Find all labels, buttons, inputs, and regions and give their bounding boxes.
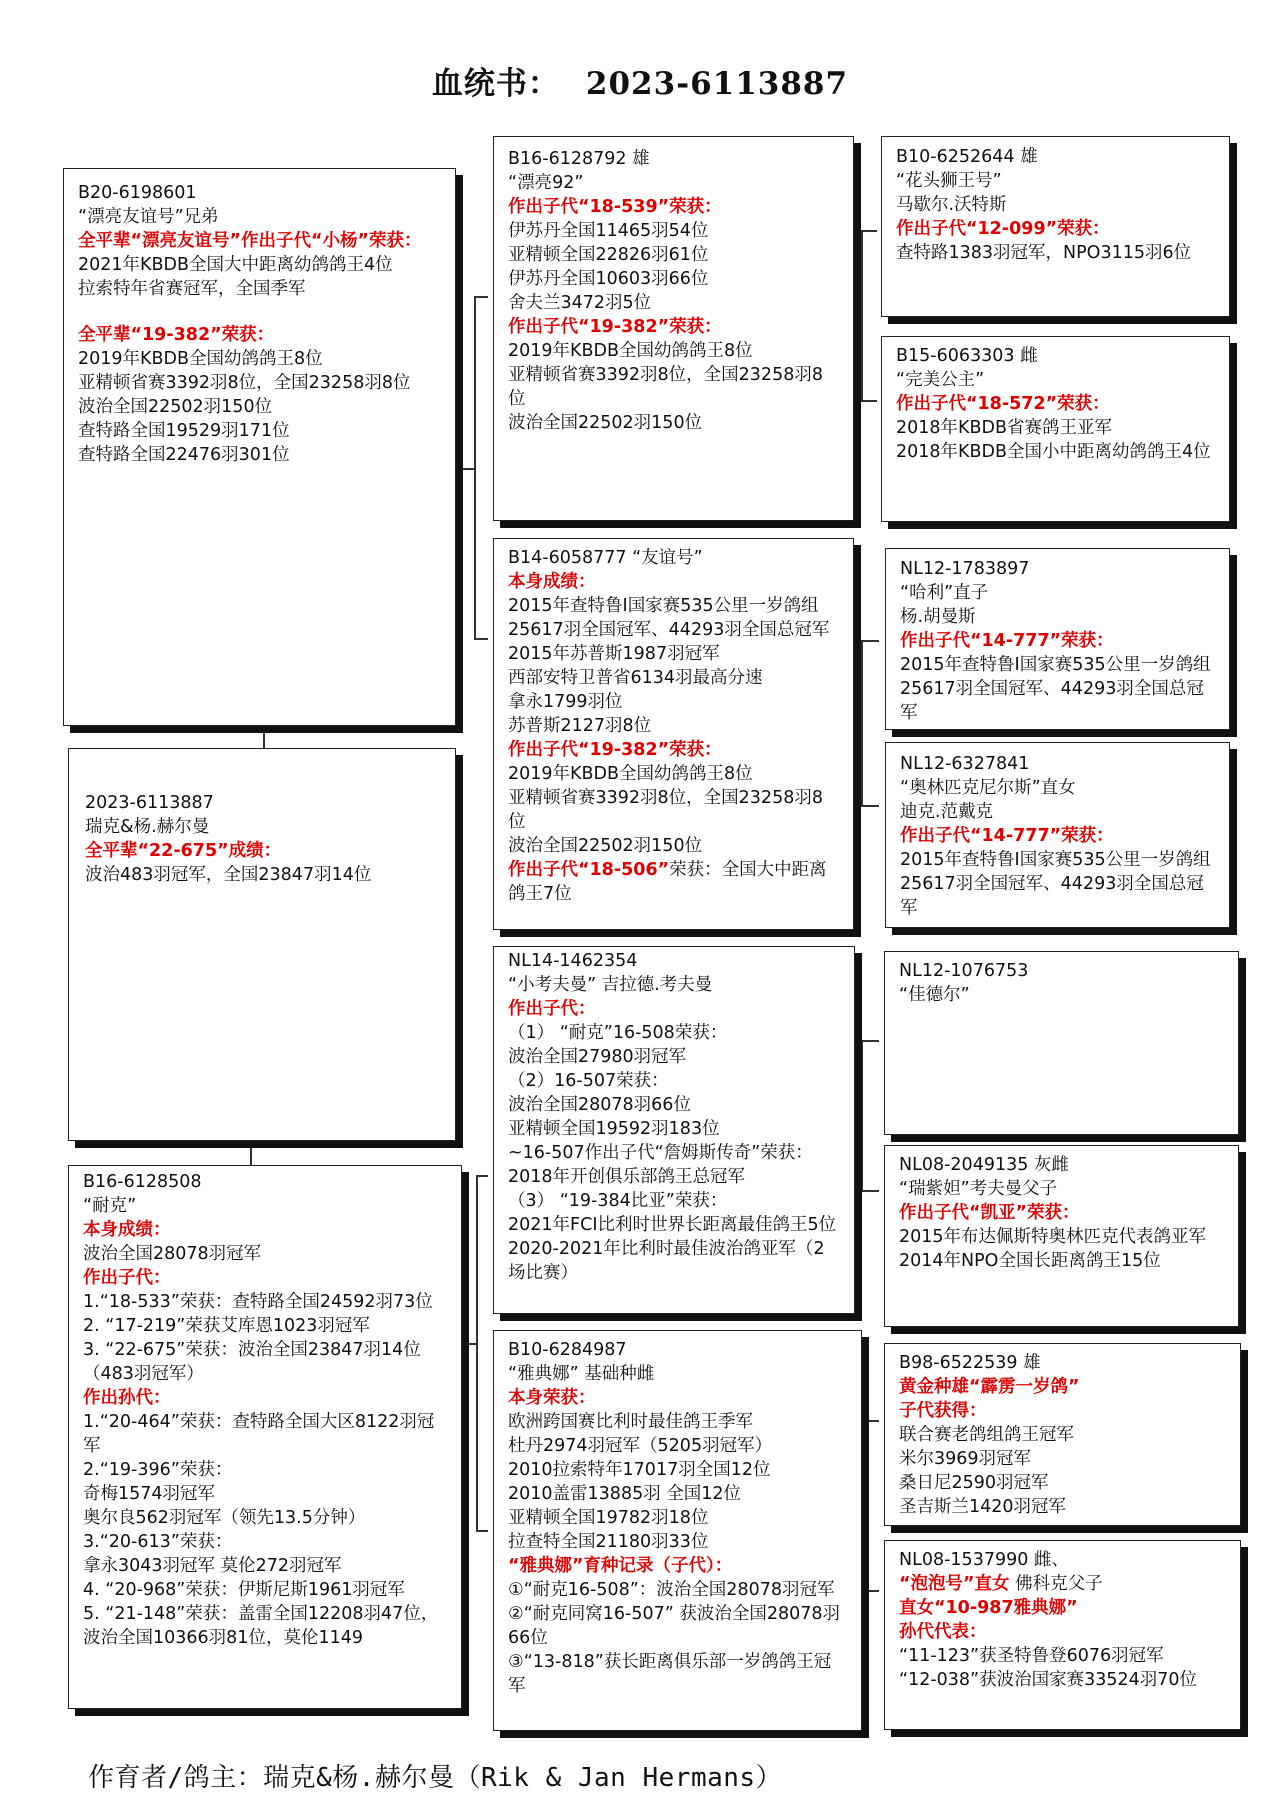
text-line: [508, 147, 839, 171]
line-text: 2019年KBDB全国幼鸽鸽王8位: [508, 764, 753, 784]
line-text: 2023-6113887: [85, 793, 214, 813]
page-title: [0, 58, 1280, 103]
sire-sire-box: [493, 136, 854, 521]
highlight-line: [896, 217, 1215, 241]
text-line: [83, 1578, 447, 1602]
line-text: 亚精顿全国19782羽18位: [508, 1508, 709, 1528]
line-text: B20-6198601: [78, 183, 197, 203]
line-text: 桑日尼2590羽冠军: [899, 1473, 1049, 1493]
sire-sire-sire-box: [881, 136, 1230, 317]
highlight-line: [508, 570, 839, 594]
text-line: [508, 1213, 840, 1237]
line-text: 1.“20-464”荣获：查特路全国大区8122羽冠军: [83, 1412, 435, 1456]
text-line: [899, 1668, 1226, 1692]
line-text: 奇梅1574羽冠军: [83, 1484, 216, 1504]
line-text: “佳德尔”: [899, 985, 970, 1005]
text-line: [900, 557, 1215, 581]
connector: [263, 726, 265, 748]
line-text: 2010盖雷13885羽 全国12位: [508, 1484, 742, 1504]
line-text: 亚精顿省赛3392羽8位，全国23258羽8位: [508, 788, 823, 832]
text-line: [85, 815, 441, 839]
line-text: 伊苏丹全国11465羽54位: [508, 221, 709, 241]
connector: [476, 1530, 488, 1532]
text-line: [508, 642, 839, 666]
text-line: [896, 416, 1215, 440]
line-text: B16-6128508: [83, 1172, 202, 1192]
text-line: [896, 169, 1215, 193]
line-text: 荣获：全国大中距离鸽王7位: [508, 860, 827, 904]
line-text: 波治483羽冠军，全国23847羽14位: [85, 865, 372, 885]
line-text: 查特路全国19529羽171位: [78, 421, 290, 441]
highlight-text: 全平辈“漂亮友谊号”作出子代“小杨”荣获：: [78, 231, 422, 251]
sire-box: [63, 168, 456, 726]
line-text: “耐克”: [83, 1196, 137, 1216]
line-text: 拉索特年省赛冠军，全国季军: [78, 279, 306, 299]
text-line: [896, 193, 1215, 217]
text-line: [83, 1482, 447, 1506]
line-text: 2010拉索特年17017羽全国12位: [508, 1460, 771, 1480]
line-text: 奥尔良562羽冠军（领先13.5分钟）: [83, 1508, 366, 1528]
breeder-footer: 作育者/鸽主：瑞克&杨.赫尔曼（Rik & Jan Hermans）: [88, 1763, 783, 1793]
highlight-line: [78, 229, 441, 253]
text-line: [83, 1194, 447, 1218]
connector: [456, 468, 474, 470]
line-text: 拿永1799羽位: [508, 692, 623, 712]
text-line: [83, 1290, 447, 1314]
highlight-line: [83, 1218, 447, 1242]
text-line: [896, 145, 1215, 169]
highlight-text: 作出子代“18-539”荣获：: [508, 197, 722, 217]
line-text: 2021年FCI比利时世界长距离最佳鸽王5位: [508, 1215, 837, 1235]
dam-sire-box: [493, 946, 855, 1314]
text-line: [508, 594, 839, 642]
dam-sire-dam-box: [884, 1145, 1239, 1327]
line-text: NL12-1783897: [900, 559, 1030, 579]
text-line: [508, 1506, 847, 1530]
highlight-text: 作出子代“19-382”荣获：: [508, 317, 722, 337]
highlight-line: [508, 195, 839, 219]
line-text: ③“13-818”获长距离俱乐部一岁鸽鸽王冠军: [508, 1652, 832, 1696]
line-text: “12-038”获波治国家赛33524羽70位: [899, 1670, 1198, 1690]
text-line: [508, 1458, 847, 1482]
text-line: [78, 277, 441, 301]
connector: [476, 1175, 478, 1530]
highlight-line: [78, 323, 441, 347]
line-text: NL12-1076753: [899, 961, 1029, 981]
connector: [861, 805, 879, 807]
line-text: B98-6522539 雄: [899, 1353, 1041, 1373]
line-text: 马歇尔.沃特斯: [896, 195, 1007, 215]
line-text: 2015年布达佩斯特奥林匹克代表鸽亚军: [899, 1227, 1207, 1247]
line-text: 杨.胡曼斯: [900, 607, 976, 627]
line-text: 2021年KBDB全国大中距离幼鸽鸽王4位: [78, 255, 393, 275]
text-line: [508, 1482, 847, 1506]
line-text: 拉查特全国21180羽33位: [508, 1532, 709, 1552]
text-line: [508, 1069, 840, 1093]
highlight-text: 本身成绩：: [508, 572, 596, 592]
text-line: [899, 1423, 1226, 1447]
title-ring: 2023-6113887: [585, 66, 849, 102]
connector: [861, 1040, 879, 1042]
text-line: [896, 241, 1215, 265]
line-text: 亚精顿全国19592羽183位: [508, 1119, 720, 1139]
line-text: 5. “21-148”荣获：盖雷全国12208羽47位，波治全国10366羽81位，莫伦1149: [83, 1604, 439, 1648]
highlight-text: 作出子代“14-777”荣获：: [900, 631, 1114, 651]
line-text: 米尔3969羽冠军: [899, 1449, 1032, 1469]
connector: [476, 1175, 488, 1177]
line-text: B10-6252644 雄: [896, 147, 1038, 167]
line-text: “花头狮王号”: [896, 171, 1002, 191]
line-text: “雅典娜” 基础种雌: [508, 1364, 655, 1384]
text-line: [508, 339, 839, 363]
line-text: 2.“19-396”荣获：: [83, 1460, 233, 1480]
text-line: [508, 1530, 847, 1554]
line-text: 2018年KBDB省赛鸽王亚军: [896, 418, 1112, 438]
text-line: [508, 1362, 847, 1386]
text-line: [85, 791, 441, 815]
text-line: [899, 1644, 1226, 1668]
highlight-text: 作出子代“19-382”荣获：: [508, 740, 722, 760]
text-line: [508, 1338, 847, 1362]
line-text: ②“耐克同窝16-507” 获波治全国28078羽66位: [508, 1604, 841, 1648]
line-text: 亚精顿省赛3392羽8位，全国23258羽8位: [508, 365, 823, 409]
line-text: 波治全国22502羽150位: [508, 413, 703, 433]
text-line: [900, 848, 1215, 920]
highlight-text: 全平辈“22-675”成绩：: [85, 841, 282, 861]
connector: [474, 296, 488, 298]
text-line: [78, 419, 441, 443]
dam-dam-dam-box: [884, 1540, 1241, 1730]
connector: [861, 1590, 879, 1592]
line-text: 2019年KBDB全国幼鸽鸽王8位: [78, 349, 323, 369]
text-line: [899, 959, 1224, 983]
dam-dam-box: [493, 1330, 862, 1731]
connector: [474, 296, 476, 638]
line-text: 波治全国28078羽66位: [508, 1095, 691, 1115]
line-text: （2）16-507荣获：: [508, 1071, 669, 1091]
text-line: [896, 368, 1215, 392]
connector: [861, 1190, 879, 1192]
connector: [474, 638, 488, 640]
highlight-line: [83, 1266, 447, 1290]
highlight-text: 作出子代“18-572”荣获：: [896, 394, 1110, 414]
line-text: 迪克.范戴克: [900, 802, 994, 822]
text-line: [508, 1410, 847, 1434]
text-line: [83, 1458, 447, 1482]
text-line: [508, 1237, 840, 1285]
text-line: [508, 949, 840, 973]
highlight-line: [508, 997, 840, 1021]
line-text: “漂亮友谊号”兄弟: [78, 207, 219, 227]
highlight-line: [508, 315, 839, 339]
line-text: B14-6058777 “友谊号”: [508, 548, 703, 568]
text-line: [899, 1225, 1224, 1249]
line-text: “哈利”直子: [900, 583, 989, 603]
text-line: [508, 219, 839, 243]
text-line: [508, 666, 839, 690]
line-text: B16-6128792 雄: [508, 149, 650, 169]
line-text: （3） “19-384比亚”荣获：: [508, 1191, 728, 1211]
text-line: [508, 1434, 847, 1458]
text-line: [83, 1242, 447, 1266]
line-text: B10-6284987: [508, 1340, 627, 1360]
line-text: 联合赛老鸽组鸽王冠军: [899, 1425, 1074, 1445]
line-text: 4. “20-968”荣获：伊斯尼斯1961羽冠军: [83, 1580, 405, 1600]
line-text: 2015年查特鲁I国家赛535公里一岁鸽组25617羽全国冠军、44293羽全国总冠军: [900, 655, 1211, 723]
text-line: [508, 1141, 840, 1189]
dam-sire-sire-box: [884, 951, 1239, 1135]
text-line: [899, 1153, 1224, 1177]
line-text: 2015年查特鲁I国家赛535公里一岁鸽组25617羽全国冠军、44293羽全国总冠军: [900, 850, 1211, 918]
text-line: [83, 1506, 447, 1530]
line-text: ~16-507作出子代“詹姆斯传奇”荣获：2018年开创俱乐部鸽王总冠军: [508, 1143, 813, 1187]
text-line: [508, 1578, 847, 1602]
text-line: [508, 834, 839, 858]
sire-sire-dam-box: [881, 336, 1230, 522]
line-text: 2014年NPO全国长距离鸽王15位: [899, 1251, 1161, 1271]
line-text: “奥林匹克尼尔斯”直女: [900, 778, 1076, 798]
text-line: [900, 605, 1215, 629]
line-text: “小考夫曼” 吉拉德.考夫曼: [508, 975, 713, 995]
text-line: [899, 1447, 1226, 1471]
line-text: 查特路全国22476羽301位: [78, 445, 290, 465]
highlight-line: [83, 1386, 447, 1410]
text-line: [83, 1602, 447, 1650]
highlight-text: 作出子代“14-777”荣获：: [900, 826, 1114, 846]
text-line: [83, 1338, 447, 1386]
text-line: [508, 291, 839, 315]
text-line: [508, 171, 839, 195]
line-text: 瑞克&杨.赫尔曼: [85, 817, 210, 837]
text-line: [78, 443, 441, 467]
highlight-line: [899, 1620, 1226, 1644]
text-line: [899, 1548, 1226, 1572]
line-text: 2018年KBDB全国小中距离幼鸽鸽王4位: [896, 442, 1211, 462]
highlight-line: [900, 824, 1215, 848]
highlight-line: [508, 1554, 847, 1578]
text-line: [508, 1650, 847, 1698]
highlight-text: 作出孙代：: [83, 1388, 171, 1408]
text-line: [900, 581, 1215, 605]
highlight-text: “雅典娜”育种记录（子代）：: [508, 1556, 733, 1576]
connector: [861, 1420, 879, 1422]
highlight-text: 孙代代表：: [899, 1622, 987, 1642]
line-text: B15-6063303 雌: [896, 346, 1038, 366]
line-text: 波治全国28078羽冠军: [83, 1244, 262, 1264]
text-line: [78, 371, 441, 395]
highlight-line: [899, 1572, 1226, 1596]
text-line: [508, 1189, 840, 1213]
line-text: ①“耐克16-508”：波治全国28078羽冠军: [508, 1580, 835, 1600]
line-text: 亚精顿全国22826羽61位: [508, 245, 709, 265]
text-line: [508, 243, 839, 267]
text-line: [899, 1495, 1226, 1519]
highlight-line: [508, 738, 839, 762]
text-line: [83, 1410, 447, 1458]
highlight-text: 直女“10-987雅典娜”: [899, 1598, 1078, 1618]
text-line: [899, 1351, 1226, 1375]
text-line: [508, 762, 839, 786]
line-text: 2015年查特鲁I国家赛535公里一岁鸽组25617羽全国冠军、44293羽全国总冠军: [508, 596, 830, 640]
text-line: [78, 395, 441, 419]
line-text: NL12-6327841: [900, 754, 1030, 774]
text-line: [508, 1602, 847, 1650]
text-line: [508, 1117, 840, 1141]
text-line: [899, 983, 1224, 1007]
line-text: 佛科克父子: [1009, 1574, 1103, 1594]
text-line: [508, 858, 839, 906]
sire-dam-box: [493, 538, 854, 930]
line-text: NL14-1462354: [508, 951, 638, 971]
spacer: [78, 301, 441, 323]
line-text: （1） “耐克”16-508荣获：: [508, 1023, 728, 1043]
text-line: [508, 1093, 840, 1117]
text-line: [83, 1554, 447, 1578]
highlight-line: [508, 1386, 847, 1410]
line-text: “11-123”获圣特鲁登6076羽冠军: [899, 1646, 1164, 1666]
connector: [462, 1343, 476, 1345]
highlight-text: 子代获得：: [899, 1401, 987, 1421]
dam-dam-sire-box: [884, 1343, 1241, 1526]
highlight-text: “泡泡号”直女: [899, 1574, 1010, 1594]
text-line: [508, 1021, 840, 1045]
text-line: [78, 347, 441, 371]
connector: [861, 230, 863, 400]
highlight-text: 作出子代：: [83, 1268, 171, 1288]
line-text: 西部安特卫普省6134羽最高分速: [508, 668, 763, 688]
subject-box: [68, 748, 456, 1141]
text-line: [508, 690, 839, 714]
line-text: “瑞紫妲”考夫曼父子: [899, 1179, 1058, 1199]
line-text: 2015年苏普斯1987羽冠军: [508, 644, 720, 664]
line-text: 波治全国22502羽150位: [78, 397, 273, 417]
text-line: [83, 1170, 447, 1194]
title-label: 血统书：: [431, 66, 560, 102]
line-text: 2019年KBDB全国幼鸽鸽王8位: [508, 341, 753, 361]
text-line: [896, 440, 1215, 464]
text-line: [899, 1471, 1226, 1495]
highlight-line: [899, 1375, 1226, 1399]
line-text: 欧洲跨国赛比利时最佳鸽王季军: [508, 1412, 753, 1432]
line-text: “漂亮92”: [508, 173, 584, 193]
dam-box: [68, 1165, 462, 1709]
highlight-text: 本身成绩：: [83, 1220, 171, 1240]
line-text: 波治全国27980羽冠军: [508, 1047, 687, 1067]
line-text: 1.“18-533”荣获：查特路全国24592羽73位: [83, 1292, 433, 1312]
text-line: [508, 714, 839, 738]
connector: [861, 640, 879, 642]
connector: [861, 640, 863, 805]
text-line: [899, 1249, 1224, 1273]
line-text: NL08-2049135 灰雌: [899, 1155, 1069, 1175]
line-text: 圣吉斯兰1420羽冠军: [899, 1497, 1067, 1517]
text-line: [508, 786, 839, 834]
text-line: [83, 1530, 447, 1554]
line-text: “完美公主”: [896, 370, 985, 390]
text-line: [508, 1045, 840, 1069]
line-text: 波治全国22502羽150位: [508, 836, 703, 856]
line-text: 2020-2021年比利时最佳波治鸽亚军（2场比赛）: [508, 1239, 825, 1283]
text-line: [78, 205, 441, 229]
text-line: [900, 653, 1215, 725]
text-line: [899, 1177, 1224, 1201]
line-text: NL08-1537990 雌、: [899, 1550, 1069, 1570]
connector: [861, 230, 877, 232]
line-text: 查特路1383羽冠军，NPO3115羽6位: [896, 243, 1192, 263]
sire-dam-dam-box: [885, 742, 1230, 928]
highlight-line: [85, 839, 441, 863]
text-line: [900, 752, 1215, 776]
text-line: [508, 411, 839, 435]
line-text: 杜丹2974羽冠军（5205羽冠军）: [508, 1436, 773, 1456]
text-line: [508, 546, 839, 570]
highlight-text: 全平辈“19-382”荣获：: [78, 325, 275, 345]
highlight-text: 作出子代“凯亚”荣获：: [899, 1203, 1080, 1223]
text-line: [78, 181, 441, 205]
line-text: 亚精顿省赛3392羽8位，全国23258羽8位: [78, 373, 411, 393]
highlight-text: 作出子代“12-099”荣获：: [896, 219, 1110, 239]
highlight-text: 本身荣获：: [508, 1388, 596, 1408]
line-text: 伊苏丹全国10603羽66位: [508, 269, 709, 289]
text-line: [508, 267, 839, 291]
connector: [250, 1141, 252, 1165]
line-text: 2. “17-219”荣获艾库恩1023羽冠军: [83, 1316, 370, 1336]
line-text: 苏普斯2127羽8位: [508, 716, 652, 736]
highlight-line: [899, 1399, 1226, 1423]
line-text: 拿永3043羽冠军 莫伦272羽冠军: [83, 1556, 342, 1576]
connector: [861, 1040, 863, 1190]
text-line: [508, 363, 839, 411]
text-line: [900, 776, 1215, 800]
text-line: [85, 863, 441, 887]
highlight-line: [899, 1201, 1224, 1225]
sire-dam-sire-box: [885, 548, 1230, 730]
line-text: 舍夫兰3472羽5位: [508, 293, 652, 313]
highlight-text: 黄金种雄“霹雳一岁鸽”: [899, 1377, 1080, 1397]
text-line: [83, 1314, 447, 1338]
highlight-text: 作出子代“18-506”: [508, 860, 670, 880]
highlight-text: 作出子代：: [508, 999, 596, 1019]
highlight-line: [899, 1596, 1226, 1620]
line-text: 3.“20-613”荣获：: [83, 1532, 233, 1552]
highlight-line: [896, 392, 1215, 416]
text-line: [900, 800, 1215, 824]
line-text: 3. “22-675”荣获：波治全国23847羽14位（483羽冠军）: [83, 1340, 421, 1384]
text-line: [896, 344, 1215, 368]
highlight-line: [900, 629, 1215, 653]
connector: [861, 400, 877, 402]
text-line: [508, 973, 840, 997]
text-line: [78, 253, 441, 277]
